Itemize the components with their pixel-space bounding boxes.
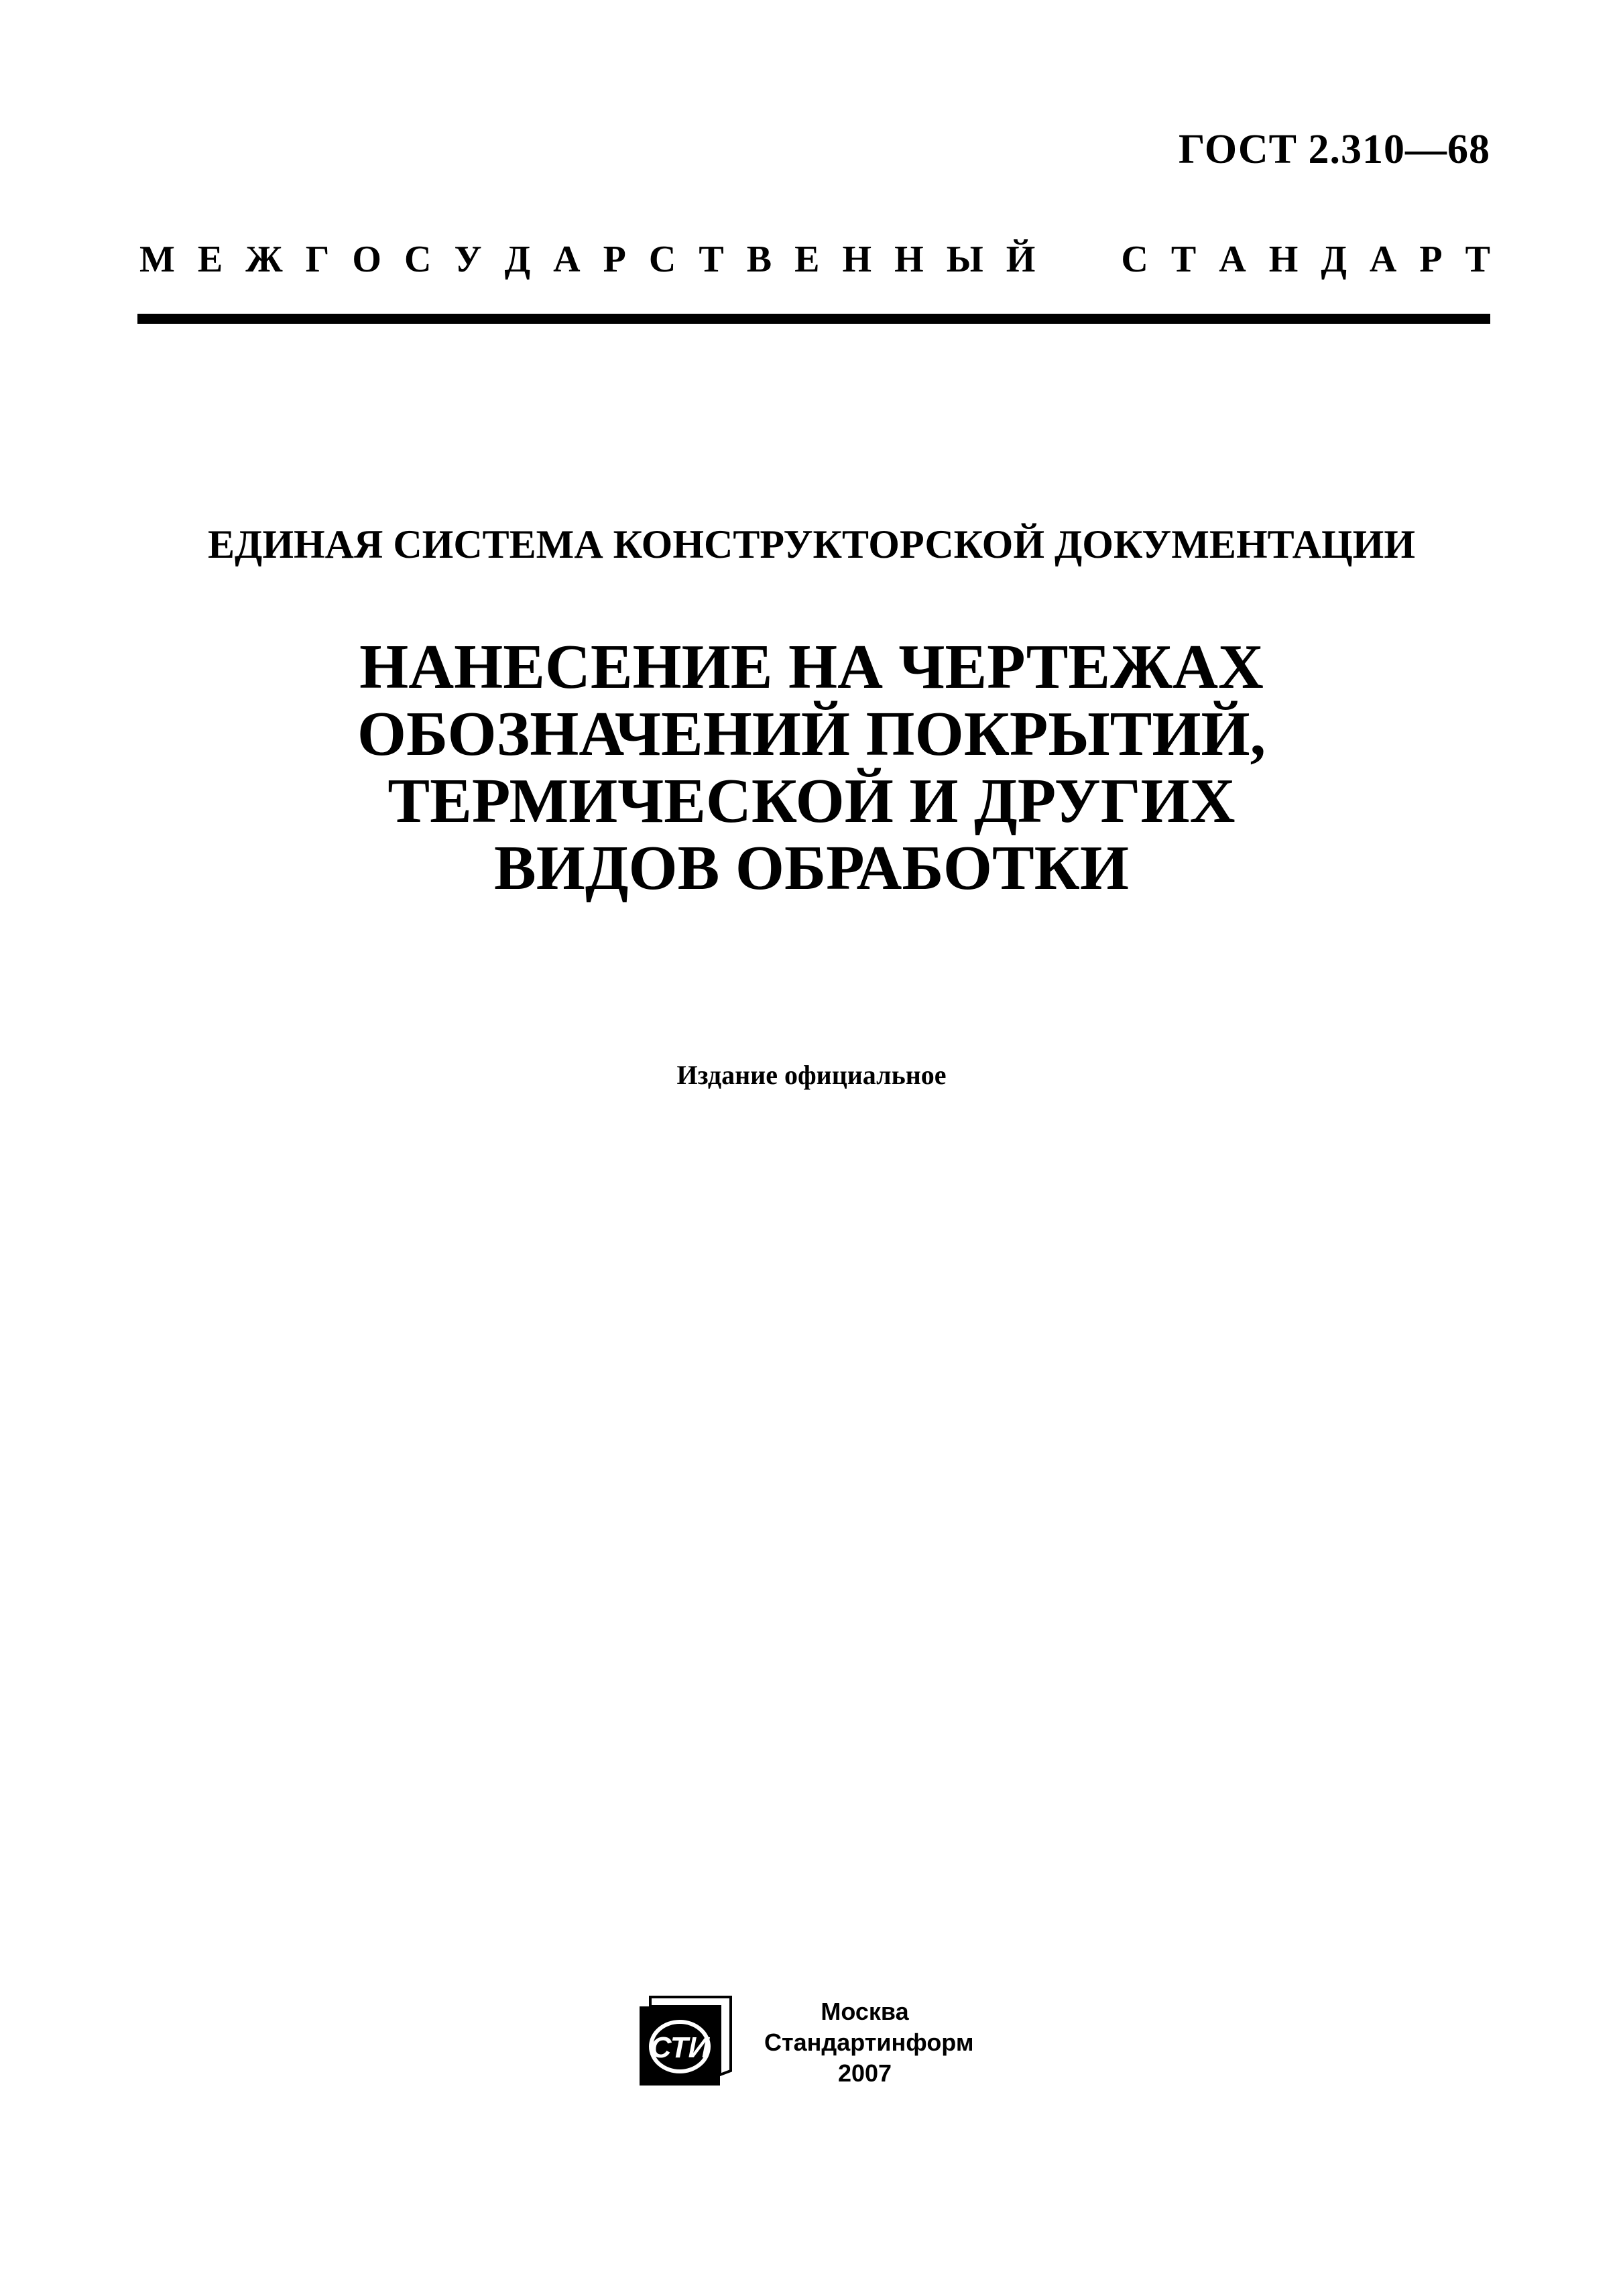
title-line: НАНЕСЕНИЕ НА ЧЕРТЕЖАХ bbox=[359, 632, 1264, 702]
word-gap bbox=[1058, 238, 1098, 281]
heading-letter: Н bbox=[1268, 239, 1299, 280]
heading-letter: В bbox=[746, 239, 772, 280]
publisher-year: 2007 bbox=[837, 2059, 892, 2087]
heading-letter: Д bbox=[1321, 239, 1347, 280]
title-line: ОБОЗНАЧЕНИЙ ПОКРЫТИЙ, bbox=[357, 699, 1266, 769]
standard-type-heading bbox=[139, 238, 1490, 281]
heading-letter: Е bbox=[794, 239, 820, 280]
heading-letter: Е bbox=[197, 239, 223, 280]
publisher-city: Москва bbox=[821, 1998, 909, 2025]
heading-letter: Т bbox=[699, 239, 724, 280]
title-line: ТЕРМИЧЕСКОЙ И ДРУГИХ bbox=[387, 766, 1236, 836]
heading-letter: У bbox=[454, 239, 482, 280]
gost-number: ГОСТ 2.310—68 bbox=[1178, 127, 1490, 172]
heading-letter: А bbox=[1219, 239, 1246, 280]
heading-letter: Г bbox=[305, 239, 330, 280]
heading-letter: Й bbox=[1006, 239, 1036, 280]
heading-letter: Ж bbox=[245, 239, 283, 280]
header-rule bbox=[137, 314, 1490, 324]
system-name: ЕДИНАЯ СИСТЕМА КОНСТРУКТОРСКОЙ ДОКУМЕНТАЦИИ bbox=[208, 522, 1415, 566]
title-line: ВИДОВ ОБРАБОТКИ bbox=[494, 833, 1129, 903]
heading-letter: М bbox=[139, 239, 175, 280]
heading-letter: Р bbox=[1419, 239, 1443, 280]
heading-letter: Н bbox=[842, 239, 872, 280]
publisher-logo bbox=[638, 1996, 732, 2087]
heading-letter: С bbox=[404, 239, 432, 280]
heading-letter: Д bbox=[504, 239, 531, 280]
publisher-name: Стандартинформ bbox=[764, 2029, 974, 2056]
heading-letter: Н bbox=[894, 239, 924, 280]
publisher-logo-text: СТИ bbox=[650, 2031, 710, 2064]
heading-letter: А bbox=[1369, 239, 1397, 280]
heading-letter: Р bbox=[603, 239, 626, 280]
heading-letter: Т bbox=[1170, 239, 1197, 280]
heading-letter: Т bbox=[1465, 239, 1490, 280]
document-title bbox=[0, 633, 1623, 902]
heading-letter: О bbox=[352, 239, 381, 280]
edition-label: Издание официальное bbox=[676, 1060, 947, 1090]
heading-letter: А bbox=[553, 239, 581, 280]
heading-letter: Ы bbox=[946, 239, 983, 280]
heading-letter: С bbox=[648, 239, 676, 280]
heading-letter: С bbox=[1121, 239, 1148, 280]
publisher-block bbox=[764, 1996, 974, 2089]
